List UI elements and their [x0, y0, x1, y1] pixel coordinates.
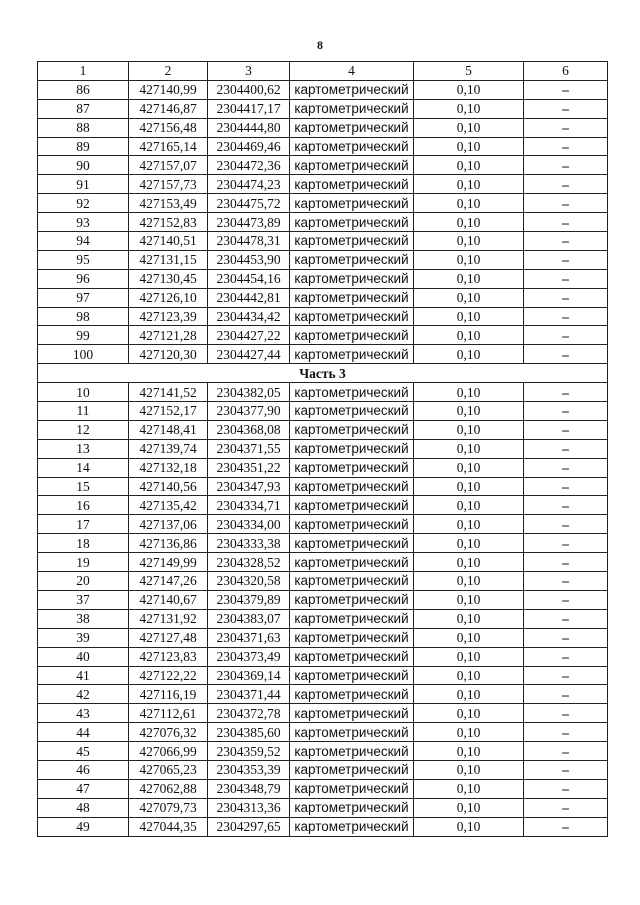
description-cell: –	[524, 250, 608, 269]
point-number-cell: 86	[38, 80, 129, 99]
table-row	[38, 798, 608, 817]
accuracy-cell: 0,10	[414, 80, 524, 99]
table-row	[38, 666, 608, 685]
method-cell: картометрический	[290, 553, 414, 572]
point-number-cell: 41	[38, 666, 129, 685]
coord-x-cell: 427137,06	[129, 515, 208, 534]
description-cell: –	[524, 402, 608, 421]
description-cell: –	[524, 137, 608, 156]
table-row	[38, 496, 608, 515]
method-cell: картометрический	[290, 515, 414, 534]
method-cell: картометрический	[290, 420, 414, 439]
description-cell: –	[524, 553, 608, 572]
point-number-cell: 49	[38, 817, 129, 836]
point-number-cell: 20	[38, 572, 129, 591]
accuracy-cell: 0,10	[414, 685, 524, 704]
point-number-cell: 42	[38, 685, 129, 704]
table-row	[38, 647, 608, 666]
description-cell: –	[524, 345, 608, 364]
table-row	[38, 534, 608, 553]
accuracy-cell: 0,10	[414, 779, 524, 798]
coord-y-cell: 2304334,71	[208, 496, 290, 515]
accuracy-cell: 0,10	[414, 420, 524, 439]
method-cell: картометрический	[290, 137, 414, 156]
coord-x-cell: 427121,28	[129, 326, 208, 345]
method-cell: картометрический	[290, 269, 414, 288]
accuracy-cell: 0,10	[414, 553, 524, 572]
description-cell: –	[524, 647, 608, 666]
coord-y-cell: 2304385,60	[208, 723, 290, 742]
method-cell: картометрический	[290, 194, 414, 213]
coord-y-cell: 2304373,49	[208, 647, 290, 666]
table-row	[38, 137, 608, 156]
description-cell: –	[524, 685, 608, 704]
accuracy-cell: 0,10	[414, 628, 524, 647]
point-number-cell: 39	[38, 628, 129, 647]
method-cell: картометрический	[290, 685, 414, 704]
coord-y-cell: 2304297,65	[208, 817, 290, 836]
accuracy-cell: 0,10	[414, 402, 524, 421]
coord-x-cell: 427140,51	[129, 232, 208, 251]
accuracy-cell: 0,10	[414, 817, 524, 836]
table-row	[38, 779, 608, 798]
method-cell: картометрический	[290, 628, 414, 647]
point-number-cell: 14	[38, 458, 129, 477]
table-row	[38, 345, 608, 364]
table-row	[38, 420, 608, 439]
coord-x-cell: 427140,56	[129, 477, 208, 496]
coord-x-cell: 427122,22	[129, 666, 208, 685]
coord-x-cell: 427062,88	[129, 779, 208, 798]
description-cell: –	[524, 760, 608, 779]
description-cell: –	[524, 307, 608, 326]
method-cell: картометрический	[290, 572, 414, 591]
method-cell: картометрический	[290, 383, 414, 402]
table-row	[38, 288, 608, 307]
table-row	[38, 572, 608, 591]
description-cell: –	[524, 590, 608, 609]
method-cell: картометрический	[290, 817, 414, 836]
method-cell: картометрический	[290, 175, 414, 194]
table-row	[38, 213, 608, 232]
accuracy-cell: 0,10	[414, 590, 524, 609]
table-row	[38, 194, 608, 213]
point-number-cell: 90	[38, 156, 129, 175]
coord-x-cell: 427132,18	[129, 458, 208, 477]
table-row	[38, 515, 608, 534]
coord-y-cell: 2304427,44	[208, 345, 290, 364]
coord-y-cell: 2304372,78	[208, 704, 290, 723]
description-cell: –	[524, 213, 608, 232]
method-cell: картометрический	[290, 760, 414, 779]
description-cell: –	[524, 439, 608, 458]
point-number-cell: 95	[38, 250, 129, 269]
coord-y-cell: 2304379,89	[208, 590, 290, 609]
accuracy-cell: 0,10	[414, 137, 524, 156]
method-cell: картометрический	[290, 156, 414, 175]
accuracy-cell: 0,10	[414, 288, 524, 307]
point-number-cell: 97	[38, 288, 129, 307]
description-cell: –	[524, 666, 608, 685]
coord-y-cell: 2304377,90	[208, 402, 290, 421]
coord-y-cell: 2304371,63	[208, 628, 290, 647]
method-cell: картометрический	[290, 288, 414, 307]
method-cell: картометрический	[290, 477, 414, 496]
method-cell: картометрический	[290, 609, 414, 628]
coord-y-cell: 2304417,17	[208, 99, 290, 118]
description-cell: –	[524, 288, 608, 307]
description-cell: –	[524, 118, 608, 137]
method-cell: картометрический	[290, 798, 414, 817]
coord-y-cell: 2304478,31	[208, 232, 290, 251]
table-row	[38, 118, 608, 137]
header-cell: 2	[129, 62, 208, 81]
table-row	[38, 402, 608, 421]
description-cell: –	[524, 194, 608, 213]
accuracy-cell: 0,10	[414, 534, 524, 553]
accuracy-cell: 0,10	[414, 118, 524, 137]
point-number-cell: 40	[38, 647, 129, 666]
coord-x-cell: 427065,23	[129, 760, 208, 779]
method-cell: картометрический	[290, 232, 414, 251]
coord-y-cell: 2304472,36	[208, 156, 290, 175]
coord-y-cell: 2304469,46	[208, 137, 290, 156]
description-cell: –	[524, 420, 608, 439]
method-cell: картометрический	[290, 742, 414, 761]
description-cell: –	[524, 704, 608, 723]
table-row	[38, 817, 608, 836]
coord-x-cell: 427156,48	[129, 118, 208, 137]
coord-x-cell: 427120,30	[129, 345, 208, 364]
coord-y-cell: 2304359,52	[208, 742, 290, 761]
table-row	[38, 80, 608, 99]
accuracy-cell: 0,10	[414, 609, 524, 628]
coord-y-cell: 2304351,22	[208, 458, 290, 477]
coord-y-cell: 2304427,22	[208, 326, 290, 345]
table-row	[38, 326, 608, 345]
description-cell: –	[524, 232, 608, 251]
part-heading: Часть 3	[38, 364, 608, 383]
point-number-cell: 93	[38, 213, 129, 232]
method-cell: картометрический	[290, 118, 414, 137]
table-row	[38, 307, 608, 326]
coord-x-cell: 427044,35	[129, 817, 208, 836]
table-row	[38, 742, 608, 761]
coord-y-cell: 2304313,36	[208, 798, 290, 817]
coord-y-cell: 2304371,44	[208, 685, 290, 704]
coord-y-cell: 2304353,39	[208, 760, 290, 779]
table-row	[38, 99, 608, 118]
coord-x-cell: 427165,14	[129, 137, 208, 156]
coord-y-cell: 2304434,42	[208, 307, 290, 326]
description-cell: –	[524, 269, 608, 288]
point-number-cell: 87	[38, 99, 129, 118]
description-cell: –	[524, 99, 608, 118]
accuracy-cell: 0,10	[414, 250, 524, 269]
coord-x-cell: 427116,19	[129, 685, 208, 704]
description-cell: –	[524, 534, 608, 553]
coord-x-cell: 427135,42	[129, 496, 208, 515]
header-cell: 4	[290, 62, 414, 81]
coord-x-cell: 427131,15	[129, 250, 208, 269]
coord-y-cell: 2304453,90	[208, 250, 290, 269]
header-cell: 1	[38, 62, 129, 81]
coord-x-cell: 427127,48	[129, 628, 208, 647]
table-row	[38, 250, 608, 269]
point-number-cell: 43	[38, 704, 129, 723]
coord-x-cell: 427152,17	[129, 402, 208, 421]
method-cell: картометрический	[290, 666, 414, 685]
accuracy-cell: 0,10	[414, 156, 524, 175]
accuracy-cell: 0,10	[414, 439, 524, 458]
accuracy-cell: 0,10	[414, 742, 524, 761]
method-cell: картометрический	[290, 345, 414, 364]
coord-x-cell: 427148,41	[129, 420, 208, 439]
point-number-cell: 48	[38, 798, 129, 817]
accuracy-cell: 0,10	[414, 723, 524, 742]
accuracy-cell: 0,10	[414, 647, 524, 666]
point-number-cell: 11	[38, 402, 129, 421]
description-cell: –	[524, 817, 608, 836]
coord-x-cell: 427140,99	[129, 80, 208, 99]
coord-x-cell: 427136,86	[129, 534, 208, 553]
method-cell: картометрический	[290, 458, 414, 477]
accuracy-cell: 0,10	[414, 326, 524, 345]
table-row	[38, 685, 608, 704]
coord-x-cell: 427140,67	[129, 590, 208, 609]
coord-x-cell: 427123,39	[129, 307, 208, 326]
accuracy-cell: 0,10	[414, 232, 524, 251]
description-cell: –	[524, 779, 608, 798]
coord-x-cell: 427149,99	[129, 553, 208, 572]
coord-y-cell: 2304400,62	[208, 80, 290, 99]
accuracy-cell: 0,10	[414, 383, 524, 402]
accuracy-cell: 0,10	[414, 307, 524, 326]
description-cell: –	[524, 496, 608, 515]
coord-x-cell: 427066,99	[129, 742, 208, 761]
coord-y-cell: 2304369,14	[208, 666, 290, 685]
coord-x-cell: 427157,07	[129, 156, 208, 175]
point-number-cell: 88	[38, 118, 129, 137]
method-cell: картометрический	[290, 439, 414, 458]
accuracy-cell: 0,10	[414, 458, 524, 477]
accuracy-cell: 0,10	[414, 175, 524, 194]
method-cell: картометрический	[290, 704, 414, 723]
accuracy-cell: 0,10	[414, 666, 524, 685]
coord-y-cell: 2304368,08	[208, 420, 290, 439]
accuracy-cell: 0,10	[414, 798, 524, 817]
coord-y-cell: 2304333,38	[208, 534, 290, 553]
table-row	[38, 628, 608, 647]
accuracy-cell: 0,10	[414, 213, 524, 232]
point-number-cell: 89	[38, 137, 129, 156]
table-row	[38, 156, 608, 175]
accuracy-cell: 0,10	[414, 99, 524, 118]
coord-x-cell: 427112,61	[129, 704, 208, 723]
table-row	[38, 704, 608, 723]
point-number-cell: 13	[38, 439, 129, 458]
coord-y-cell: 2304347,93	[208, 477, 290, 496]
header-cell: 3	[208, 62, 290, 81]
description-cell: –	[524, 383, 608, 402]
accuracy-cell: 0,10	[414, 496, 524, 515]
coord-x-cell: 427152,83	[129, 213, 208, 232]
point-number-cell: 46	[38, 760, 129, 779]
point-number-cell: 92	[38, 194, 129, 213]
description-cell: –	[524, 609, 608, 628]
coord-x-cell: 427157,73	[129, 175, 208, 194]
coord-y-cell: 2304475,72	[208, 194, 290, 213]
description-cell: –	[524, 628, 608, 647]
coord-x-cell: 427076,32	[129, 723, 208, 742]
point-number-cell: 100	[38, 345, 129, 364]
table-body	[38, 62, 608, 837]
coord-x-cell: 427146,87	[129, 99, 208, 118]
point-number-cell: 19	[38, 553, 129, 572]
accuracy-cell: 0,10	[414, 345, 524, 364]
coord-y-cell: 2304474,23	[208, 175, 290, 194]
coord-x-cell: 427126,10	[129, 288, 208, 307]
header-cell: 5	[414, 62, 524, 81]
coord-y-cell: 2304442,81	[208, 288, 290, 307]
point-number-cell: 17	[38, 515, 129, 534]
point-number-cell: 10	[38, 383, 129, 402]
description-cell: –	[524, 515, 608, 534]
coord-x-cell: 427147,26	[129, 572, 208, 591]
point-number-cell: 47	[38, 779, 129, 798]
point-number-cell: 18	[38, 534, 129, 553]
coord-y-cell: 2304382,05	[208, 383, 290, 402]
table-row	[38, 383, 608, 402]
accuracy-cell: 0,10	[414, 572, 524, 591]
coord-y-cell: 2304334,00	[208, 515, 290, 534]
coord-y-cell: 2304371,55	[208, 439, 290, 458]
header-row	[38, 62, 608, 81]
description-cell: –	[524, 156, 608, 175]
method-cell: картометрический	[290, 250, 414, 269]
description-cell: –	[524, 572, 608, 591]
table-row	[38, 458, 608, 477]
coord-y-cell: 2304320,58	[208, 572, 290, 591]
coord-y-cell: 2304454,16	[208, 269, 290, 288]
coord-y-cell: 2304444,80	[208, 118, 290, 137]
description-cell: –	[524, 742, 608, 761]
table-row	[38, 175, 608, 194]
coord-y-cell: 2304348,79	[208, 779, 290, 798]
point-number-cell: 96	[38, 269, 129, 288]
description-cell: –	[524, 798, 608, 817]
method-cell: картометрический	[290, 590, 414, 609]
coord-x-cell: 427123,83	[129, 647, 208, 666]
point-number-cell: 15	[38, 477, 129, 496]
table-row	[38, 232, 608, 251]
method-cell: картометрический	[290, 80, 414, 99]
method-cell: картометрический	[290, 779, 414, 798]
table-row	[38, 609, 608, 628]
point-number-cell: 12	[38, 420, 129, 439]
coord-x-cell: 427079,73	[129, 798, 208, 817]
table-row	[38, 477, 608, 496]
table-row	[38, 590, 608, 609]
accuracy-cell: 0,10	[414, 760, 524, 779]
coord-x-cell: 427153,49	[129, 194, 208, 213]
point-number-cell: 94	[38, 232, 129, 251]
accuracy-cell: 0,10	[414, 704, 524, 723]
method-cell: картометрический	[290, 326, 414, 345]
point-number-cell: 16	[38, 496, 129, 515]
table-row	[38, 723, 608, 742]
description-cell: –	[524, 175, 608, 194]
method-cell: картометрический	[290, 307, 414, 326]
coord-y-cell: 2304383,07	[208, 609, 290, 628]
method-cell: картометрический	[290, 402, 414, 421]
method-cell: картометрический	[290, 534, 414, 553]
page-number: 8	[317, 38, 323, 52]
method-cell: картометрический	[290, 723, 414, 742]
coord-x-cell: 427141,52	[129, 383, 208, 402]
table-row	[38, 553, 608, 572]
coord-x-cell: 427139,74	[129, 439, 208, 458]
description-cell: –	[524, 458, 608, 477]
part-heading-row	[38, 364, 608, 383]
method-cell: картометрический	[290, 496, 414, 515]
coord-x-cell: 427130,45	[129, 269, 208, 288]
point-number-cell: 45	[38, 742, 129, 761]
coord-y-cell: 2304473,89	[208, 213, 290, 232]
point-number-cell: 99	[38, 326, 129, 345]
point-number-cell: 98	[38, 307, 129, 326]
point-number-cell: 91	[38, 175, 129, 194]
coord-x-cell: 427131,92	[129, 609, 208, 628]
accuracy-cell: 0,10	[414, 515, 524, 534]
table-row	[38, 760, 608, 779]
header-cell: 6	[524, 62, 608, 81]
table-row	[38, 439, 608, 458]
accuracy-cell: 0,10	[414, 269, 524, 288]
method-cell: картометрический	[290, 213, 414, 232]
description-cell: –	[524, 723, 608, 742]
table-row	[38, 269, 608, 288]
accuracy-cell: 0,10	[414, 194, 524, 213]
point-number-cell: 44	[38, 723, 129, 742]
coordinates-table	[37, 61, 608, 837]
coord-y-cell: 2304328,52	[208, 553, 290, 572]
point-number-cell: 38	[38, 609, 129, 628]
description-cell: –	[524, 477, 608, 496]
accuracy-cell: 0,10	[414, 477, 524, 496]
method-cell: картометрический	[290, 99, 414, 118]
description-cell: –	[524, 80, 608, 99]
description-cell: –	[524, 326, 608, 345]
method-cell: картометрический	[290, 647, 414, 666]
point-number-cell: 37	[38, 590, 129, 609]
